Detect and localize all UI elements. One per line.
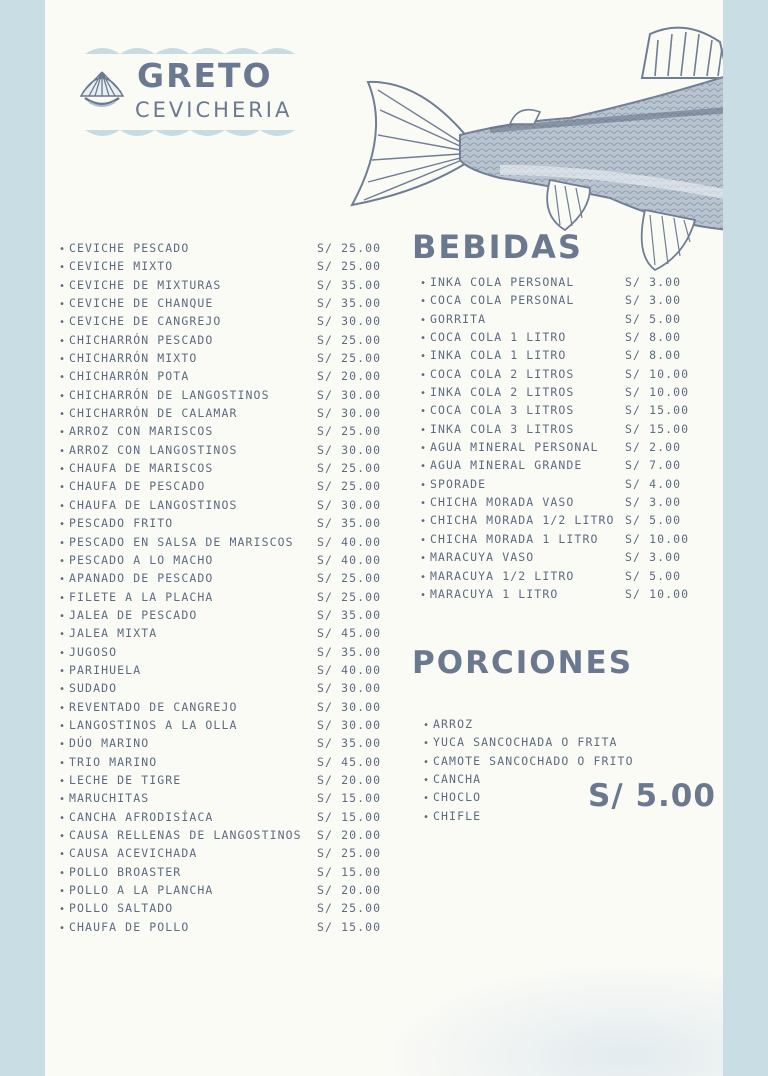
item-name: COCA COLA 2 LITROS xyxy=(430,366,575,381)
item-name: CHAUFA DE MARISCOS xyxy=(69,461,214,476)
item-price: S/ 25.00 xyxy=(317,901,382,916)
menu-item xyxy=(59,588,389,606)
item-name: CHICHARRÓN DE CALAMAR xyxy=(69,406,238,421)
menu-item xyxy=(420,420,720,438)
bullet-icon: • xyxy=(59,739,67,751)
item-name: JALEA DE PESCADO xyxy=(69,607,198,622)
menu-item xyxy=(420,585,720,603)
menu-item xyxy=(420,273,720,291)
item-price: S/ 30.00 xyxy=(317,406,382,421)
menu-item xyxy=(59,918,389,936)
bullet-icon: • xyxy=(420,296,428,308)
item-price: S/ 35.00 xyxy=(317,607,382,622)
item-name: MARACUYA VASO xyxy=(430,550,535,565)
item-price: S/ 10.00 xyxy=(625,366,690,381)
item-name: ARROZ xyxy=(433,717,474,731)
bullet-icon: • xyxy=(59,500,67,512)
item-name: COCA COLA 3 LITROS xyxy=(430,403,575,418)
bullet-icon: • xyxy=(59,610,67,622)
item-price: S/ 30.00 xyxy=(317,717,382,732)
menu-item xyxy=(59,808,389,826)
item-name: MARACUYA 1 LITRO xyxy=(430,586,559,601)
menu-item xyxy=(420,310,720,328)
bullet-icon: • xyxy=(420,516,428,528)
item-name: APANADO DE PESCADO xyxy=(69,571,214,586)
item-name: CAUSA RELLENAS DE LANGOSTINOS xyxy=(69,828,302,842)
item-name: POLLO SALTADO xyxy=(69,901,174,916)
item-name: CHICHA MORADA VASO xyxy=(430,495,575,510)
item-name: AGUA MINERAL GRANDE xyxy=(430,458,583,473)
item-price: S/ 5.00 xyxy=(625,513,682,528)
item-price: S/ 7.00 xyxy=(625,458,682,473)
bullet-icon: • xyxy=(59,592,67,604)
bullet-icon: • xyxy=(59,317,67,329)
item-name: MARUCHITAS xyxy=(69,791,150,806)
menu-item xyxy=(420,530,720,548)
bullet-icon: • xyxy=(420,333,428,345)
item-price: S/ 25.00 xyxy=(317,259,382,274)
item-price: S/ 35.00 xyxy=(317,516,382,531)
bullet-icon: • xyxy=(59,702,67,714)
bullet-icon: • xyxy=(423,811,431,823)
menu-item xyxy=(59,606,389,624)
menu-item xyxy=(59,789,389,807)
menu-item xyxy=(59,643,389,661)
item-name: LANGOSTINOS A LA OLLA xyxy=(69,717,238,732)
item-price: S/ 35.00 xyxy=(317,296,382,311)
item-name: JALEA MIXTA xyxy=(69,626,158,641)
menu-item xyxy=(59,881,389,899)
menu-item xyxy=(423,715,663,733)
bullet-icon: • xyxy=(420,424,428,436)
menu-item xyxy=(59,716,389,734)
bullet-icon: • xyxy=(423,720,431,731)
item-name: CEVICHE DE MIXTURAS xyxy=(69,277,222,292)
item-price: S/ 25.00 xyxy=(317,461,382,476)
bullet-icon: • xyxy=(59,684,67,696)
menu-item xyxy=(59,294,389,312)
item-price: S/ 45.00 xyxy=(317,754,382,769)
item-name: CHAUFA DE POLLO xyxy=(69,919,190,934)
bullet-icon: • xyxy=(59,904,67,916)
item-name: CHICHARRÓN PESCADO xyxy=(69,332,214,347)
item-name: COCA COLA PERSONAL xyxy=(430,293,575,308)
portions-price: S/ 5.00 xyxy=(588,778,716,814)
item-price: S/ 3.00 xyxy=(625,550,682,565)
bullet-icon: • xyxy=(420,571,428,583)
item-name: SPORADE xyxy=(430,476,487,491)
item-name: CEVICHE DE CANGREJO xyxy=(69,314,222,329)
menu-item xyxy=(420,365,720,383)
bullet-icon: • xyxy=(59,555,67,567)
item-price: S/ 4.00 xyxy=(625,476,682,491)
bullet-icon: • xyxy=(420,479,428,491)
item-price: S/ 20.00 xyxy=(317,828,382,842)
item-price: S/ 25.00 xyxy=(317,351,382,366)
bullet-icon: • xyxy=(59,409,67,421)
item-name: CHIFLE xyxy=(433,808,482,823)
item-price: S/ 10.00 xyxy=(625,586,690,601)
item-name: CAUSA ACEVICHADA xyxy=(69,846,198,861)
item-name: INKA COLA 1 LITRO xyxy=(430,348,567,363)
item-name: CEVICHE PESCADO xyxy=(69,241,190,255)
item-name: REVENTADO DE CANGREJO xyxy=(69,699,238,714)
item-name: CHICHARRÓN POTA xyxy=(69,369,190,384)
logo xyxy=(75,40,295,150)
bullet-icon: • xyxy=(59,427,67,439)
item-name: DÚO MARINO xyxy=(69,736,150,751)
bullet-icon: • xyxy=(59,849,67,861)
bullet-icon: • xyxy=(420,498,428,510)
bullet-icon: • xyxy=(420,314,428,326)
menu-item xyxy=(420,291,720,309)
menu-item xyxy=(59,331,389,349)
wave-decoration xyxy=(85,130,295,142)
menu-item xyxy=(59,367,389,385)
item-price: S/ 25.00 xyxy=(317,589,382,604)
bullet-icon: • xyxy=(59,922,67,934)
bullet-icon: • xyxy=(59,794,67,806)
bullet-icon: • xyxy=(59,665,67,677)
food-menu-list xyxy=(59,239,389,936)
portions-title: PORCIONES xyxy=(412,645,634,681)
item-name: CHICHARRÓN MIXTO xyxy=(69,351,198,366)
bullet-icon: • xyxy=(59,647,67,659)
item-price: S/ 2.00 xyxy=(625,440,682,455)
bullet-icon: • xyxy=(59,354,67,366)
bullet-icon: • xyxy=(420,589,428,601)
drinks-title: BEBIDAS xyxy=(412,228,583,266)
item-name: GORRITA xyxy=(430,311,487,326)
menu-item xyxy=(420,383,720,401)
bullet-icon: • xyxy=(59,867,67,879)
item-price: S/ 30.00 xyxy=(317,442,382,457)
bullet-icon: • xyxy=(59,574,67,586)
item-price: S/ 25.00 xyxy=(317,571,382,586)
bullet-icon: • xyxy=(420,369,428,381)
bullet-icon: • xyxy=(423,738,431,750)
item-price: S/ 15.00 xyxy=(625,421,690,436)
item-name: CHICHA MORADA 1 LITRO xyxy=(430,531,599,546)
bullet-icon: • xyxy=(59,335,67,347)
item-price: S/ 40.00 xyxy=(317,552,382,567)
item-name: POLLO BROASTER xyxy=(69,864,182,879)
menu-item xyxy=(59,441,389,459)
item-price: S/ 15.00 xyxy=(317,919,382,934)
menu-item xyxy=(59,698,389,716)
item-price: S/ 15.00 xyxy=(317,791,382,806)
item-name: JUGOSO xyxy=(69,644,118,659)
bullet-icon: • xyxy=(59,537,67,549)
item-price: S/ 10.00 xyxy=(625,385,690,400)
item-name: YUCA SANCOCHADA O FRITA xyxy=(433,735,618,750)
item-price: S/ 35.00 xyxy=(317,736,382,751)
item-price: S/ 40.00 xyxy=(317,662,382,677)
background-fade xyxy=(375,960,723,1076)
brand-subtitle: CEVICHERIA xyxy=(135,98,293,122)
menu-item xyxy=(420,346,720,364)
item-price: S/ 15.00 xyxy=(317,864,382,879)
bullet-icon: • xyxy=(420,351,428,363)
menu-item xyxy=(420,438,720,456)
item-name: CHAUFA DE PESCADO xyxy=(69,479,206,494)
item-price: S/ 20.00 xyxy=(317,369,382,384)
menu-item xyxy=(59,679,389,697)
menu-item xyxy=(59,753,389,771)
item-price: S/ 8.00 xyxy=(625,330,682,345)
menu-item xyxy=(59,771,389,789)
menu-item xyxy=(59,863,389,881)
item-price: S/ 25.00 xyxy=(317,479,382,494)
item-name: CHICHA MORADA 1/2 LITRO xyxy=(430,513,615,528)
item-price: S/ 30.00 xyxy=(317,314,382,329)
item-name: CEVICHE DE CHANQUE xyxy=(69,296,214,311)
item-price: S/ 20.00 xyxy=(317,883,382,898)
menu-item xyxy=(59,826,389,844)
menu-item xyxy=(420,548,720,566)
item-price: S/ 45.00 xyxy=(317,626,382,641)
bullet-icon: • xyxy=(423,793,431,805)
menu-item xyxy=(59,404,389,422)
item-price: S/ 25.00 xyxy=(317,241,382,255)
bullet-icon: • xyxy=(59,812,67,824)
item-name: INKA COLA 2 LITROS xyxy=(430,385,575,400)
item-price: S/ 3.00 xyxy=(625,275,682,289)
item-name: LECHE DE TIGRE xyxy=(69,772,182,787)
item-name: INKA COLA 3 LITROS xyxy=(430,421,575,436)
item-price: S/ 30.00 xyxy=(317,699,382,714)
item-price: S/ 8.00 xyxy=(625,348,682,363)
menu-item xyxy=(59,734,389,752)
item-price: S/ 30.00 xyxy=(317,681,382,696)
menu-item xyxy=(423,733,663,751)
menu-item xyxy=(420,493,720,511)
item-price: S/ 3.00 xyxy=(625,495,682,510)
menu-item xyxy=(420,401,720,419)
item-price: S/ 25.00 xyxy=(317,332,382,347)
item-price: S/ 35.00 xyxy=(317,277,382,292)
item-name: PESCADO FRITO xyxy=(69,516,174,531)
bullet-icon: • xyxy=(59,445,67,457)
bullet-icon: • xyxy=(420,534,428,546)
bullet-icon: • xyxy=(420,406,428,418)
bullet-icon: • xyxy=(59,519,67,531)
item-name: TRIO MARINO xyxy=(69,754,158,769)
menu-item xyxy=(59,349,389,367)
menu-item xyxy=(423,752,663,770)
item-name: POLLO A LA PLANCHA xyxy=(69,883,214,898)
menu-item xyxy=(59,533,389,551)
item-name: AGUA MINERAL PERSONAL xyxy=(430,440,599,455)
bullet-icon: • xyxy=(59,299,67,311)
item-price: S/ 15.00 xyxy=(625,403,690,418)
menu-item xyxy=(59,312,389,330)
bullet-icon: • xyxy=(59,390,67,402)
item-name: CHICHARRÓN DE LANGOSTINOS xyxy=(69,387,270,402)
brand-name: GRETO xyxy=(137,56,273,95)
menu-item xyxy=(420,328,720,346)
bullet-icon: • xyxy=(423,775,431,787)
menu-item xyxy=(420,475,720,493)
bullet-icon: • xyxy=(420,553,428,565)
bullet-icon: • xyxy=(59,757,67,769)
bullet-icon: • xyxy=(59,464,67,476)
item-price: S/ 15.00 xyxy=(317,809,382,824)
item-price: S/ 20.00 xyxy=(317,772,382,787)
menu-item xyxy=(59,844,389,862)
bullet-icon: • xyxy=(420,388,428,400)
item-name: CHAUFA DE LANGOSTINOS xyxy=(69,497,238,512)
menu-item xyxy=(59,661,389,679)
item-price: S/ 5.00 xyxy=(625,311,682,326)
item-name: CANCHA AFRODISÍACA xyxy=(69,809,214,824)
drinks-menu-list xyxy=(420,273,720,603)
wave-decoration xyxy=(85,42,295,54)
item-price: S/ 35.00 xyxy=(317,644,382,659)
menu-item xyxy=(59,276,389,294)
menu-item xyxy=(59,239,389,257)
bullet-icon: • xyxy=(59,372,67,384)
item-name: ARROZ CON MARISCOS xyxy=(69,424,214,439)
bullet-icon: • xyxy=(59,280,67,292)
bullet-icon: • xyxy=(420,278,428,289)
menu-item xyxy=(59,569,389,587)
menu-item xyxy=(420,511,720,529)
menu-item xyxy=(420,567,720,585)
item-price: S/ 30.00 xyxy=(317,497,382,512)
menu-item xyxy=(59,422,389,440)
item-name: PARIHUELA xyxy=(69,662,142,677)
bullet-icon: • xyxy=(59,775,67,787)
menu-item xyxy=(59,496,389,514)
item-name: INKA COLA PERSONAL xyxy=(430,275,575,289)
item-name: COCA COLA 1 LITRO xyxy=(430,330,567,345)
item-name: CAMOTE SANCOCHADO O FRITO xyxy=(433,753,634,768)
item-price: S/ 30.00 xyxy=(317,387,382,402)
seashell-icon xyxy=(77,66,127,110)
bullet-icon: • xyxy=(59,482,67,494)
bullet-icon: • xyxy=(420,461,428,473)
item-price: S/ 40.00 xyxy=(317,534,382,549)
bullet-icon: • xyxy=(423,756,431,768)
item-price: S/ 3.00 xyxy=(625,293,682,308)
menu-item xyxy=(59,386,389,404)
bullet-icon: • xyxy=(59,831,67,842)
item-name: CHOCLO xyxy=(433,790,482,805)
menu-item xyxy=(59,477,389,495)
menu-item xyxy=(59,624,389,642)
bullet-icon: • xyxy=(59,720,67,732)
item-name: MARACUYA 1/2 LITRO xyxy=(430,568,575,583)
menu-item xyxy=(59,551,389,569)
bullet-icon: • xyxy=(59,262,67,274)
menu-item xyxy=(59,514,389,532)
menu-item xyxy=(420,456,720,474)
item-name: FILETE A LA PLACHA xyxy=(69,589,214,604)
item-name: CANCHA xyxy=(433,772,482,787)
item-name: PESCADO EN SALSA DE MARISCOS xyxy=(69,534,294,549)
bullet-icon: • xyxy=(420,443,428,455)
menu-page xyxy=(45,0,723,1076)
item-price: S/ 25.00 xyxy=(317,846,382,861)
menu-item xyxy=(59,257,389,275)
item-name: SUDADO xyxy=(69,681,118,696)
item-price: S/ 10.00 xyxy=(625,531,690,546)
bullet-icon: • xyxy=(59,244,67,255)
item-price: S/ 5.00 xyxy=(625,568,682,583)
bullet-icon: • xyxy=(59,629,67,641)
bullet-icon: • xyxy=(59,886,67,898)
item-name: CEVICHE MIXTO xyxy=(69,259,174,274)
item-name: ARROZ CON LANGOSTINOS xyxy=(69,442,238,457)
menu-item xyxy=(59,899,389,917)
menu-item xyxy=(59,459,389,477)
item-name: PESCADO A LO MACHO xyxy=(69,552,214,567)
item-price: S/ 25.00 xyxy=(317,424,382,439)
